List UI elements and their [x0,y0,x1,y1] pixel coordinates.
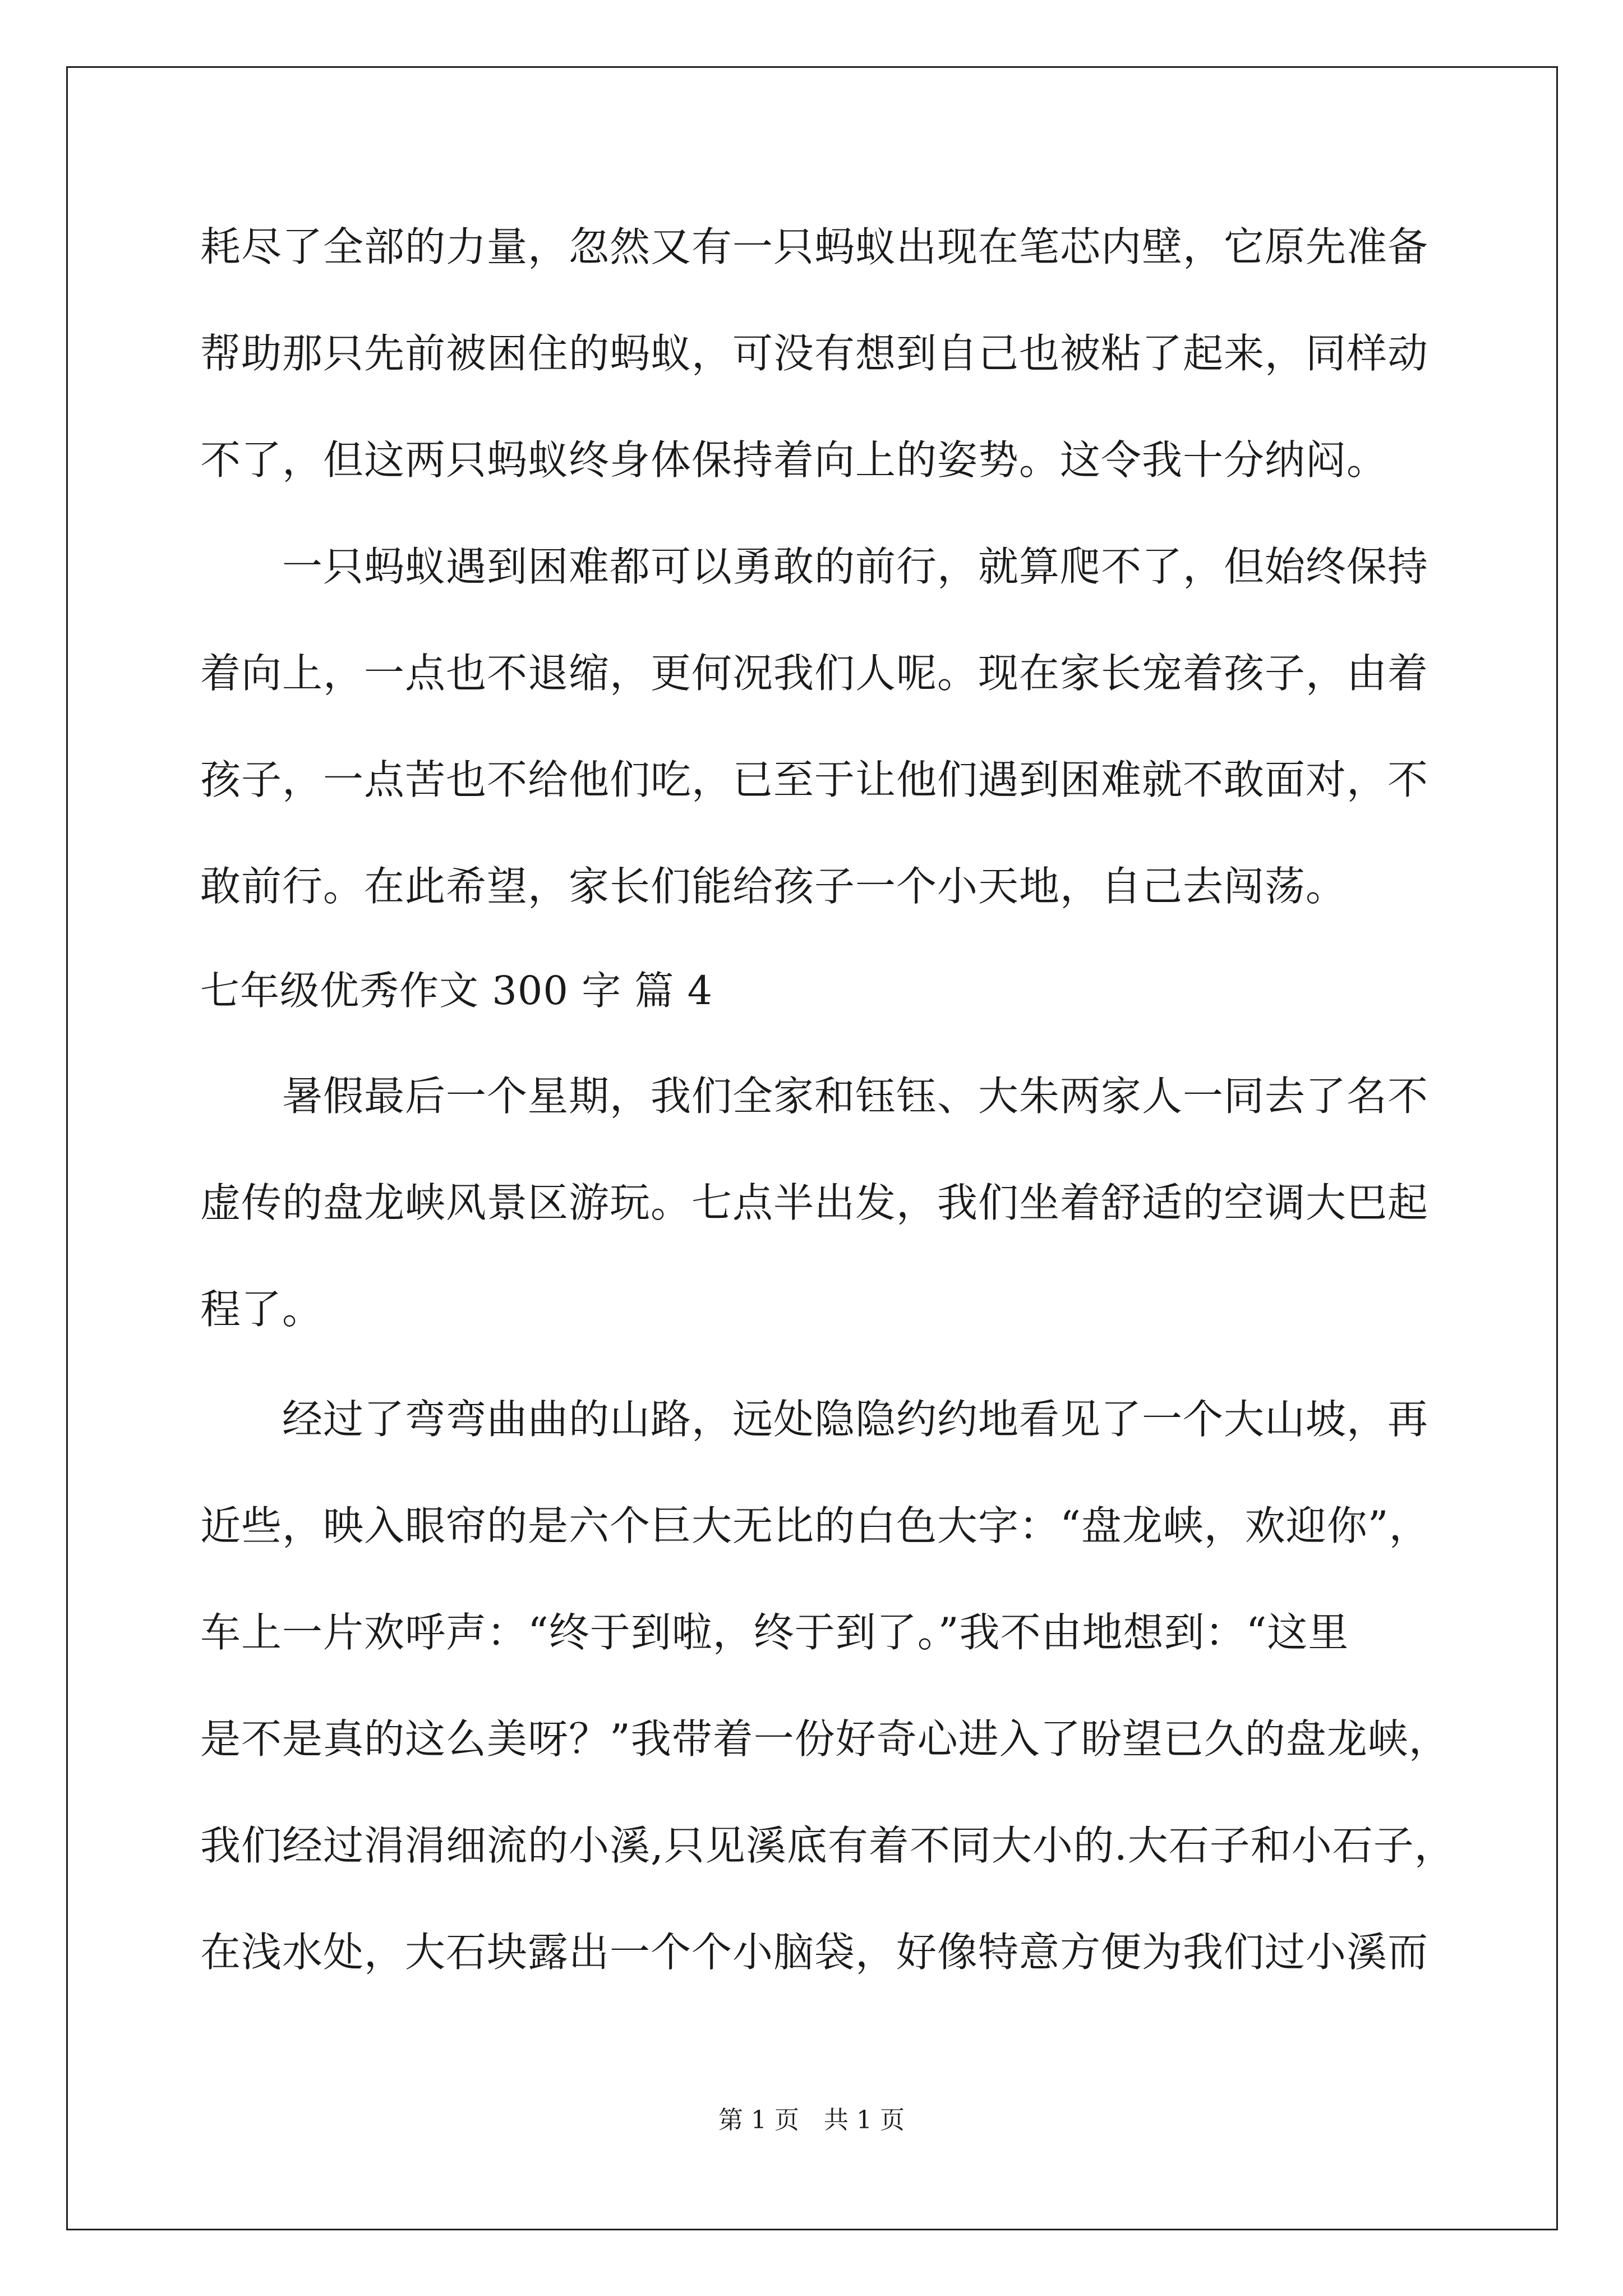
text-line: 在浅水处，大石块露出一个个小脑袋，好像特意方便为我们过小溪而 [200,1929,1429,1976]
text-line: 帮助那只先前被困住的蚂蚁，可没有想到自己也被粘了起来，同样动 [200,330,1429,377]
text-line: 车上一片欢呼声：“终于到啦，终于到了。”我不由地想到：“这里 [200,1609,1349,1656]
text-line: 暑假最后一个星期，我们全家和钰钰、大朱两家人一同去了名不 [200,1073,1429,1120]
section-heading: 七年级优秀作文 300 字 篇 4 [200,968,713,1014]
page-footer [0,2105,1623,2136]
text-line: 不了，但这两只蚂蚁终身体保持着向上的姿势。这令我十分纳闷。 [200,436,1388,484]
text-line: 虚传的盘龙峡风景区游玩。七点半出发，我们坐着舒适的空调大巴起 [200,1179,1429,1226]
page-border [66,66,1558,2230]
text-line: 孩子，一点苦也不给他们吃，已至于让他们遇到困难就不敢面对，不 [200,756,1429,803]
text-line: 程了。 [200,1286,324,1333]
text-line: 近些，映入眼帘的是六个巨大无比的白色大字：“盘龙峡，欢迎你”， [200,1502,1430,1549]
page-number-label: 第 1 页 共 1 页 [718,2106,905,2134]
text-line: 着向上，一点也不退缩，更何况我们人呢。现在家长宠着孩子，由着 [200,650,1429,697]
text-line: 一只蚂蚁遇到困难都可以勇敢的前行，就算爬不了，但始终保持 [200,543,1429,590]
text-line: 耗尽了全部的力量，忽然又有一只蚂蚁出现在笔芯内壁，它原先准备 [200,223,1429,270]
text-line: 是不是真的这么美呀？”我带着一份好奇心进入了盼望已久的盘龙峡， [200,1715,1450,1763]
text-line: 我们经过涓涓细流的小溪,只见溪底有着不同大小的.大石子和小石子， [200,1822,1455,1869]
text-line: 敢前行。在此希望，家长们能给孩子一个小天地，自己去闯荡。 [200,863,1347,910]
text-line: 经过了弯弯曲曲的山路，远处隐隐约约地看见了一个大山坡，再 [200,1396,1429,1443]
